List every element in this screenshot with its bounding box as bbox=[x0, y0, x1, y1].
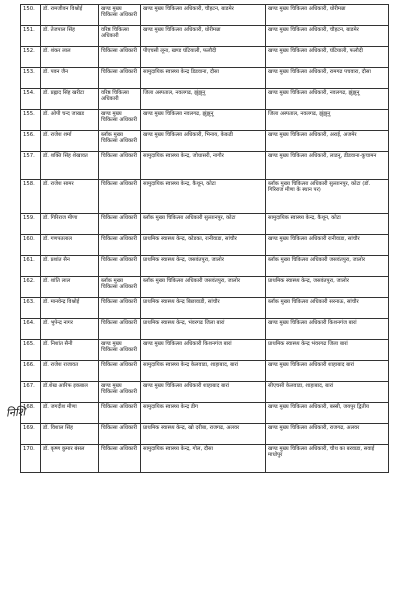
serial-number-cell: 157. bbox=[21, 152, 41, 180]
table-row bbox=[21, 256, 389, 277]
new-posting-cell: खण्ड मुख्य चिकित्सा अधिकारी, चौहटन, बाडमेर bbox=[266, 26, 389, 47]
officer-name-cell: डॉ. भुपेन्द्र नागर bbox=[41, 319, 99, 340]
officer-name-cell: डॉ. राजेश सामर bbox=[41, 180, 99, 214]
designation-cell: चिकित्सा अधिकारी bbox=[99, 445, 141, 473]
current-posting-cell: प्राथमिक स्वास्थ्य केन्द्र, जसवंतपुरा, जालोर bbox=[141, 256, 266, 277]
table-row bbox=[21, 235, 389, 256]
new-posting-cell: खण्ड मुख्य चिकित्सा अधिकारी शाहाबाद बारां bbox=[266, 361, 389, 382]
current-posting-cell: खण्ड मुख्य चिकित्सा अधिकारी किशनगंज बारां bbox=[141, 340, 266, 361]
new-posting-cell: प्राथमिक स्वास्थ्य केन्द्र, जसवंतपुरा, जालोर bbox=[266, 277, 389, 298]
designation-cell: वरिष्ठ चिकित्सा अधिकारी bbox=[99, 26, 141, 47]
serial-number-cell: 165. bbox=[21, 340, 41, 361]
designation-cell: चिकित्सा अधिकारी bbox=[99, 424, 141, 445]
designation-cell: चिकित्सा अधिकारी bbox=[99, 319, 141, 340]
designation-cell: चिकित्सा अधिकारी bbox=[99, 47, 141, 68]
new-posting-cell: खण्ड मुख्य चिकित्सा अधिकारी, धोरीमन्ना bbox=[266, 5, 389, 26]
table-row bbox=[21, 445, 389, 473]
serial-number-cell: 156. bbox=[21, 131, 41, 152]
new-posting-cell: सामुदायिक स्वास्थ्य केन्द्र, कैथून, कोटा bbox=[266, 214, 389, 235]
designation-cell: चिकित्सा अधिकारी bbox=[99, 214, 141, 235]
officer-name-cell: डॉ. शंकर लाल bbox=[41, 47, 99, 68]
serial-number-cell: 166. bbox=[21, 361, 41, 382]
designation-cell: चिकित्सा अधिकारी bbox=[99, 180, 141, 214]
new-posting-cell: खण्ड मुख्य चिकित्सा अधिकारी, लाडनू, डीडवाना-कुचामन bbox=[266, 152, 389, 180]
current-posting-cell: प्राथमिक स्वास्थ्य केन्द्र, भंवरगढ जिला बारां bbox=[141, 319, 266, 340]
table-row bbox=[21, 319, 389, 340]
table-row bbox=[21, 382, 389, 403]
handwritten-signature: निशि bbox=[5, 405, 26, 420]
transfer-list-page bbox=[20, 4, 388, 473]
table-row bbox=[21, 277, 389, 298]
table-body bbox=[21, 5, 389, 473]
serial-number-cell: 153. bbox=[21, 68, 41, 89]
table-row bbox=[21, 298, 389, 319]
serial-number-cell: 152. bbox=[21, 47, 41, 68]
new-posting-cell: प्राथमिक स्वास्थ्य केन्द्र भंवरगढ जिला बारां bbox=[266, 340, 389, 361]
new-posting-cell: ब्लॉक मुख्य चिकित्सा अधिकारी जसवंतपुरा, जालोर bbox=[266, 256, 389, 277]
table-row bbox=[21, 89, 389, 110]
table-row bbox=[21, 361, 389, 382]
transfer-table bbox=[20, 4, 389, 473]
new-posting-cell: खण्ड मुख्य चिकित्सा अधिकारी, अराई, अजमेर bbox=[266, 131, 389, 152]
designation-cell: चिकित्सा अधिकारी bbox=[99, 361, 141, 382]
current-posting-cell: सामुदायिक स्वास्थ्य केन्द्र डीग bbox=[141, 403, 266, 424]
current-posting-cell: खण्ड मुख्य चिकित्सा नवलगढ, झुंझुनू bbox=[141, 110, 266, 131]
designation-cell: चिकित्सा अधिकारी bbox=[99, 298, 141, 319]
table-row bbox=[21, 180, 389, 214]
officer-name-cell: डॉ. कृष्ण कुमार बंसल bbox=[41, 445, 99, 473]
current-posting-cell: सामुदायिक स्वास्थ्य केन्द्र, गोल, दौसा bbox=[141, 445, 266, 473]
table-row bbox=[21, 340, 389, 361]
new-posting-cell: ब्लॉक मुख्य चिकित्सा अधिकारी सुल्तानपुर, कोटा (डॉ. गिरिराज मीणा के स्थान पर) bbox=[266, 180, 389, 214]
designation-cell: चिकित्सा अधिकारी bbox=[99, 235, 141, 256]
designation-cell: ब्लॉक मुख्य चिकित्सा अधिकारी bbox=[99, 131, 141, 152]
designation-cell: चिकित्सा अधिकारी bbox=[99, 256, 141, 277]
designation-cell: चिकित्सा अधिकारी bbox=[99, 68, 141, 89]
officer-name-cell: डॉ.शेख आरिफ इकबाल bbox=[41, 382, 99, 403]
current-posting-cell: सामुदायिक स्वास्थ्य केन्द्र डिडवाना, दौसा bbox=[141, 68, 266, 89]
officer-name-cell: डॉ. शक्ति सिंह शेखावत bbox=[41, 152, 99, 180]
serial-number-cell: 150. bbox=[21, 5, 41, 26]
new-posting-cell: खण्ड मुख्य चिकित्सा अधिकारी किशनगंज बारां bbox=[266, 319, 389, 340]
table-row bbox=[21, 26, 389, 47]
current-posting-cell: ब्लॉक मुख्य चिकित्सा अधिकारी जसवंतपुरा, जालोर bbox=[141, 277, 266, 298]
officer-name-cell: डॉ. गिरिराज मीणा bbox=[41, 214, 99, 235]
current-posting-cell: सामुदायिक स्वास्थ्य केन्द्र केलवाडा, शाहाबाद, बारां bbox=[141, 361, 266, 382]
officer-name-cell: डॉ. शांति लाल bbox=[41, 277, 99, 298]
table-row bbox=[21, 152, 389, 180]
serial-number-cell: 155. bbox=[21, 110, 41, 131]
current-posting-cell: पीएचसी लूना, खण्ड घंटियाली, फलौदी bbox=[141, 47, 266, 68]
current-posting-cell: ब्लॉक मुख्य चिकित्सा अधिकारी सुल्तानपुर, कोटा bbox=[141, 214, 266, 235]
serial-number-cell: 161. bbox=[21, 256, 41, 277]
new-posting-cell: खण्ड मुख्य चिकित्सा अधिकारी, चौथ का बरवाडा, सवाई माधोपुर bbox=[266, 445, 389, 473]
current-posting-cell: खण्ड मुख्य चिकित्सा अधिकारी शाहाबाद बारां bbox=[141, 382, 266, 403]
designation-cell: खण्ड मुख्य चिकित्सा अधिकारी bbox=[99, 340, 141, 361]
designation-cell: चिकित्सा अधिकारी bbox=[99, 152, 141, 180]
table-row bbox=[21, 214, 389, 235]
table-row bbox=[21, 5, 389, 26]
serial-number-cell: 160. bbox=[21, 235, 41, 256]
table-row bbox=[21, 424, 389, 445]
table-row bbox=[21, 68, 389, 89]
designation-cell: चिकित्सा अधिकारी bbox=[99, 403, 141, 424]
table-row bbox=[21, 110, 389, 131]
designation-cell: खण्ड मुख्य चिकित्सा अधिकारी bbox=[99, 5, 141, 26]
new-posting-cell: खण्ड मुख्य चिकित्सा अधिकारी, राजगढ, अलवर bbox=[266, 424, 389, 445]
new-posting-cell: खण्ड मुख्य चिकित्सा अधिकारी, रामगढ पचवारा, दौसा bbox=[266, 68, 389, 89]
current-posting-cell: प्राथमिक स्वास्थ्य केन्द्र, कोडका, रानीवाडा, सांचौर bbox=[141, 235, 266, 256]
designation-cell: ब्लॉक मुख्य चिकित्सा अधिकारी bbox=[99, 277, 141, 298]
serial-number-cell: 169. bbox=[21, 424, 41, 445]
officer-name-cell: डॉ. राजेश राजावत bbox=[41, 361, 99, 382]
serial-number-cell: 154. bbox=[21, 89, 41, 110]
new-posting-cell: खण्ड मुख्य चिकित्सा अधिकारी, बस्सी, जयपुर द्वितीय bbox=[266, 403, 389, 424]
officer-name-cell: डॉ. मानवेन्द्र विश्नोई bbox=[41, 298, 99, 319]
current-posting-cell: खण्ड मुख्य चिकित्सा अधिकारी, चौहटन, बाडमेर bbox=[141, 5, 266, 26]
officer-name-cell: डॉ. विशाल सिंह bbox=[41, 424, 99, 445]
serial-number-cell: 168. bbox=[21, 403, 41, 424]
serial-number-cell: 159. bbox=[21, 214, 41, 235]
serial-number-cell: 167. bbox=[21, 382, 41, 403]
serial-number-cell: 162. bbox=[21, 277, 41, 298]
officer-name-cell: डॉ. राजेश शर्मा bbox=[41, 131, 99, 152]
new-posting-cell: खण्ड मुख्य चिकित्सा अधिकारी, नवलगढ, झुंझुनू bbox=[266, 89, 389, 110]
officer-name-cell: डॉ. निशांत सैनी bbox=[41, 340, 99, 361]
current-posting-cell: जिला अस्पताल, नवलगढ, झुंझुनू bbox=[141, 89, 266, 110]
table-row bbox=[21, 131, 389, 152]
serial-number-cell: 163. bbox=[21, 298, 41, 319]
serial-number-cell: 158. bbox=[21, 180, 41, 214]
current-posting-cell: खण्ड मुख्य चिकित्सा अधिकारी, धोरीमन्ना bbox=[141, 26, 266, 47]
officer-name-cell: डॉ. जगदीश मीणा bbox=[41, 403, 99, 424]
designation-cell: खण्ड मुख्य चिकित्सा अधिकारी bbox=[99, 382, 141, 403]
current-posting-cell: सामुदायिक स्वास्थ्य केन्द्र, कैथून, कोटा bbox=[141, 180, 266, 214]
officer-name-cell: डॉ. रामजीवन विश्नोई bbox=[41, 5, 99, 26]
new-posting-cell: जिला अस्पताल, नवलगढ, झुंझुनू bbox=[266, 110, 389, 131]
serial-number-cell: 170. bbox=[21, 445, 41, 473]
table-row bbox=[21, 47, 389, 68]
designation-cell: वरिष्ठ चिकित्सा अधिकारी bbox=[99, 89, 141, 110]
new-posting-cell: खण्ड मुख्य चिकित्सा अधिकारी, घंटियाली, फलौदी bbox=[266, 47, 389, 68]
officer-name-cell: डॉ. तेजपाल सिंह bbox=[41, 26, 99, 47]
officer-name-cell: डॉ. गणपतलाल bbox=[41, 235, 99, 256]
current-posting-cell: खण्ड मुख्य चिकित्सा अधिकारी, भिनाय, केकडी bbox=[141, 131, 266, 152]
officer-name-cell: डॉ. पवन जैन bbox=[41, 68, 99, 89]
officer-name-cell: डॉ. प्रह्लाद सिंह खरीटा bbox=[41, 89, 99, 110]
serial-number-cell: 151. bbox=[21, 26, 41, 47]
current-posting-cell: सामुदायिक स्वास्थ्य केन्द्र, जोधासरी, नागौर bbox=[141, 152, 266, 180]
new-posting-cell: ब्लॉक मुख्य चिकित्सा अधिकारी सरनाऊ, सांचौर bbox=[266, 298, 389, 319]
table-row bbox=[21, 403, 389, 424]
current-posting-cell: प्राथमिक स्वास्थ्य केन्द्र बिछावाडी, सांचौर bbox=[141, 298, 266, 319]
designation-cell: खण्ड मुख्य चिकित्सा अधिकारी bbox=[99, 110, 141, 131]
serial-number-cell: 164. bbox=[21, 319, 41, 340]
new-posting-cell: सीएचसी केलवाडा, शाहाबाद, बारां bbox=[266, 382, 389, 403]
new-posting-cell: खण्ड मुख्य चिकित्सा अधिकारी रानीवाडा, सांचौर bbox=[266, 235, 389, 256]
current-posting-cell: प्राथमिक स्वास्थ्य केन्द्र, खो दरीबा, राजगढ, अलवर bbox=[141, 424, 266, 445]
officer-name-cell: डॉ. प्रशांत सैन bbox=[41, 256, 99, 277]
officer-name-cell: डॉ. ओपी चन्द जाखड bbox=[41, 110, 99, 131]
